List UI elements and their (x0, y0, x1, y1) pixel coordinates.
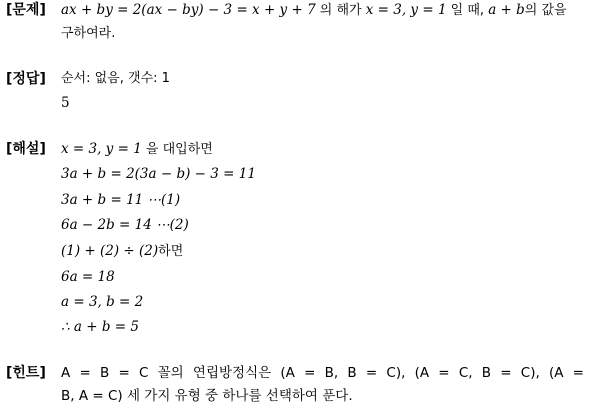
hint-line-2: B, A = C) 세 가지 유형 중 하나를 선택하여 푼다. (61, 388, 353, 404)
problem-condition: x = 3, y = 1 (365, 2, 447, 18)
hint-line-1: A = B = C 꼴의 연립방정식은 (A = B, B = C), (A = C, B = C), (A = (61, 365, 584, 381)
solution-substitution: x = 3, y = 1 (61, 141, 142, 157)
answer-meta: 순서: 없음, 갯수: 1 (61, 71, 170, 86)
problem-line-1 (61, 0, 567, 21)
solution-step-6: 6a = 18 (61, 269, 115, 285)
problem-text-e: 의 값을 (524, 3, 567, 18)
solution-operation: (1) + (2) ÷ (2) (61, 243, 159, 259)
solution-operation-text: 하면 (158, 244, 184, 259)
problem-text-a: 의 해가 (315, 3, 366, 18)
solution-step-1 (61, 139, 213, 160)
solution-step-2: 3a + b = 2(3a − b) − 3 = 11 (61, 166, 256, 182)
answer-label: [정답] (6, 71, 46, 87)
problem-text-c: 일 때, (446, 3, 489, 18)
hint-label: [힌트] (6, 365, 46, 381)
solution-step-7: a = 3, b = 2 (61, 294, 144, 310)
answer-value: 5 (61, 95, 70, 111)
solution-step-4: 6a − 2b = 14 ⋯(2) (61, 217, 189, 233)
problem-equation: ax + by = 2(ax − by) − 3 = x + y + 7 (61, 2, 316, 18)
problem-line-2: 구하여라. (61, 26, 116, 41)
solution-step-8: ∴ a + b = 5 (61, 319, 139, 335)
solution-step-3: 3a + b = 11 ⋯(1) (61, 192, 181, 208)
solution-label: [해설] (6, 141, 46, 157)
solution-substitution-text: 을 대입하면 (141, 142, 213, 157)
problem-target: a + b (488, 2, 525, 18)
problem-label: [문제] (6, 2, 46, 18)
solution-step-5 (61, 241, 183, 262)
